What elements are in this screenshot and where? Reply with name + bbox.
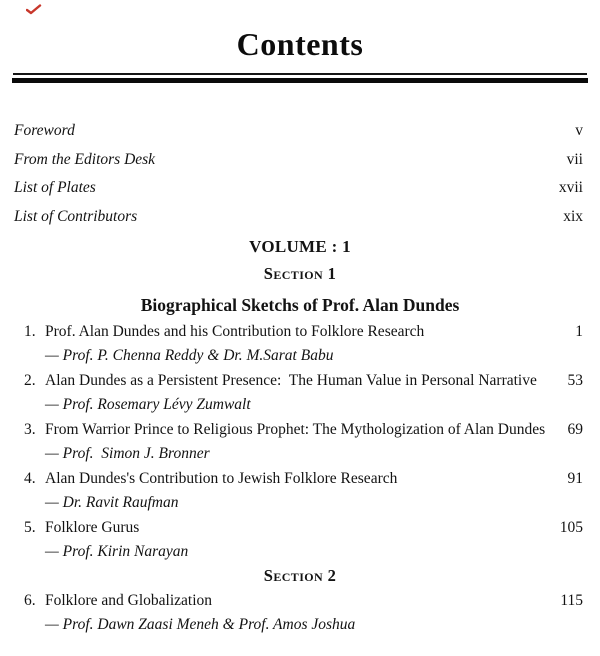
entry-authors: — Prof. Simon J. Bronner bbox=[45, 444, 210, 462]
entry-page-number: 91 bbox=[567, 469, 583, 487]
entry-number: 3. bbox=[24, 420, 36, 438]
front-matter-page-number: xix bbox=[563, 207, 583, 225]
front-matter-row bbox=[14, 151, 583, 168]
toc-entry bbox=[0, 470, 583, 511]
toc-entry-row bbox=[0, 470, 583, 487]
red-pen-mark-icon bbox=[26, 4, 42, 15]
front-matter-row bbox=[14, 208, 583, 225]
entry-number: 5. bbox=[24, 518, 36, 536]
entry-number: 4. bbox=[24, 469, 36, 487]
front-matter-row bbox=[14, 122, 583, 139]
entry-page-number: 1 bbox=[575, 322, 583, 340]
toc-entry-row bbox=[0, 592, 583, 609]
toc-entry-row bbox=[0, 421, 583, 438]
entry-page-number: 53 bbox=[567, 371, 583, 389]
toc-entry bbox=[0, 372, 583, 413]
section-1-heading: Section 1 bbox=[263, 263, 337, 283]
entry-authors: — Prof. Rosemary Lévy Zumwalt bbox=[45, 395, 251, 413]
entry-title: Folklore Gurus bbox=[45, 518, 140, 536]
toc-entry bbox=[0, 421, 583, 462]
front-matter-label: List of Plates bbox=[14, 179, 96, 196]
front-matter-label: List of Contributors bbox=[14, 207, 138, 225]
entry-authors: — Dr. Ravit Raufman bbox=[45, 493, 179, 511]
toc-entry bbox=[0, 519, 583, 560]
front-matter-row bbox=[14, 179, 583, 196]
front-matter-label: From the Editors Desk bbox=[14, 150, 156, 168]
divider-rule-thin bbox=[13, 73, 587, 75]
entry-number: 6. bbox=[24, 591, 36, 609]
toc-entry-row bbox=[0, 372, 583, 389]
front-matter-page-number: v bbox=[575, 122, 583, 139]
entry-authors: — Prof. Kirin Narayan bbox=[45, 542, 189, 560]
entry-title: Alan Dundes as a Persistent Presence: The Human Value in Personal Narrative bbox=[45, 371, 537, 389]
entry-page-number: 69 bbox=[567, 420, 583, 438]
toc-entry bbox=[0, 592, 583, 633]
toc-entry-row bbox=[0, 323, 583, 340]
section-1-subtitle: Biographical Sketchs of Prof. Alan Dundes bbox=[140, 294, 460, 315]
entry-title: From Warrior Prince to Religious Prophet: The Mythologization of Alan Dundes bbox=[45, 420, 546, 438]
front-matter-page-number: xvii bbox=[558, 179, 583, 196]
section-2-entries bbox=[0, 592, 583, 633]
front-matter-page-number: vii bbox=[566, 150, 583, 168]
entry-authors: — Prof. P. Chenna Reddy & Dr. M.Sarat Babu bbox=[45, 346, 334, 364]
entry-authors: — Prof. Dawn Zaasi Meneh & Prof. Amos Joshua bbox=[45, 615, 356, 633]
section-2-heading: Section 2 bbox=[263, 565, 337, 585]
page-title: Contents bbox=[236, 26, 364, 62]
volume-heading: VOLUME : 1 bbox=[249, 236, 351, 256]
section-1-entries bbox=[0, 323, 583, 560]
entry-title: Alan Dundes's Contribution to Jewish Folklore Research bbox=[45, 469, 398, 487]
entry-page-number: 105 bbox=[559, 518, 583, 536]
front-matter-label: Foreword bbox=[14, 122, 75, 139]
entry-page-number: 115 bbox=[560, 591, 583, 609]
entry-number: 1. bbox=[24, 322, 36, 340]
entry-title: Prof. Alan Dundes and his Contribution to Folklore Research bbox=[45, 322, 425, 340]
divider-rule-thick bbox=[12, 78, 588, 83]
entry-title: Folklore and Globalization bbox=[45, 591, 213, 609]
entry-number: 2. bbox=[24, 371, 36, 389]
toc-entry-row bbox=[0, 519, 583, 536]
front-matter-list bbox=[14, 122, 583, 225]
toc-entry bbox=[0, 323, 583, 364]
